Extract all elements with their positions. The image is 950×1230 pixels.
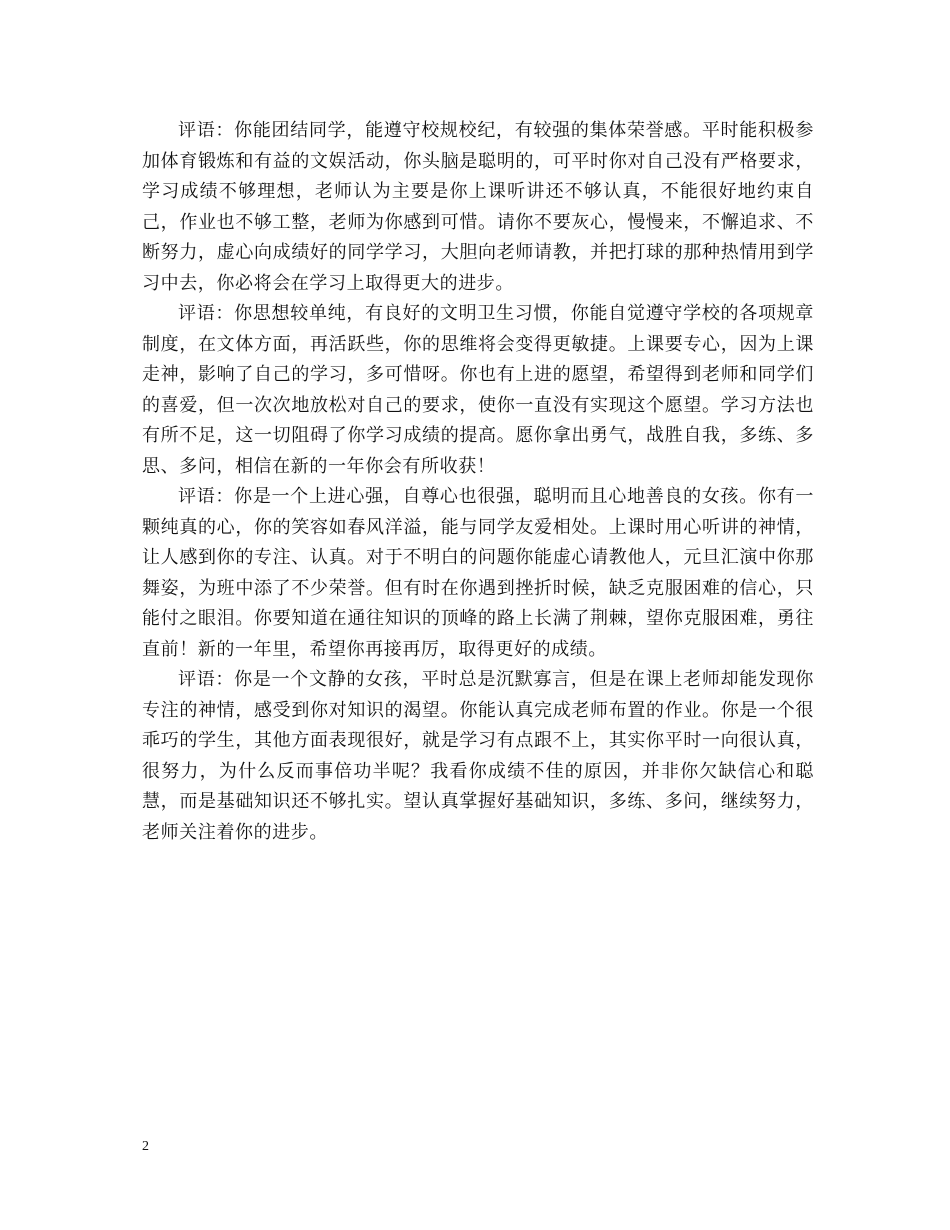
comment-paragraph-4: 评语：你是一个文静的女孩，平时总是沉默寡言，但是在课上老师却能发现你专注的神情，感受到你对知识的渴望。你能认真完成老师布置的作业。你是一个很乖巧的学生，其他方面表现很好，就是学习有点跟不上，其实你平时一向很认真，很努力，为什么反而事倍功半呢？我看你成绩不佳的原因，并非你欠缺信心和聪慧，而是基础知识还不够扎实。望认真掌握好基础知识，多练、多问，继续努力，老师关注着你的进步。 — [142, 669, 814, 843]
comment-paragraph-2: 评语：你思想较单纯，有良好的文明卫生习惯，你能自觉遵守学校的各项规章制度，在文体方面，再活跃些，你的思维将会变得更敏捷。上课要专心，因为上课走神，影响了自己的学习，多可惜呀。你也有上进的愿望，希望得到老师和同学们的喜爱，但一次次地放松对自己的要求，使你一直没有实现这个愿望。学习方法也有所不足，这一切阻碍了你学习成绩的提高。愿你拿出勇气，战胜自我，多练、多思、多问，相信在新的一年你会有所收获！ — [142, 303, 814, 477]
comment-paragraph-3: 评语：你是一个上进心强，自尊心也很强，聪明而且心地善良的女孩。你有一颗纯真的心，你的笑容如春风洋溢，能与同学友爱相处。上课时用心听讲的神情，让人感到你的专注、认真。对于不明白的问题你能虚心请教他人，元旦汇演中你那舞姿，为班中添了不少荣誉。但有时在你遇到挫折时候，缺乏克服困难的信心，只能付之眼泪。你要知道在通往知识的顶峰的路上长满了荆棘，望你克服困难，勇往直前！新的一年里，希望你再接再厉，取得更好的成绩。 — [142, 486, 814, 660]
comment-paragraph-1: 评语：你能团结同学，能遵守校规校纪，有较强的集体荣誉感。平时能积极参加体育锻炼和有益的文娱活动，你头脑是聪明的，可平时你对自己没有严格要求，学习成绩不够理想，老师认为主要是你上课听讲还不够认真，不能很好地约束自己，作业也不够工整，老师为你感到可惜。请你不要灰心，慢慢来，不懈追求、不断努力，虚心向成绩好的同学学习，大胆向老师请教，并把打球的那种热情用到学习中去，你必将会在学习上取得更大的进步。 — [142, 120, 814, 294]
page-number: 2 — [142, 1139, 149, 1154]
document-body — [142, 116, 814, 848]
